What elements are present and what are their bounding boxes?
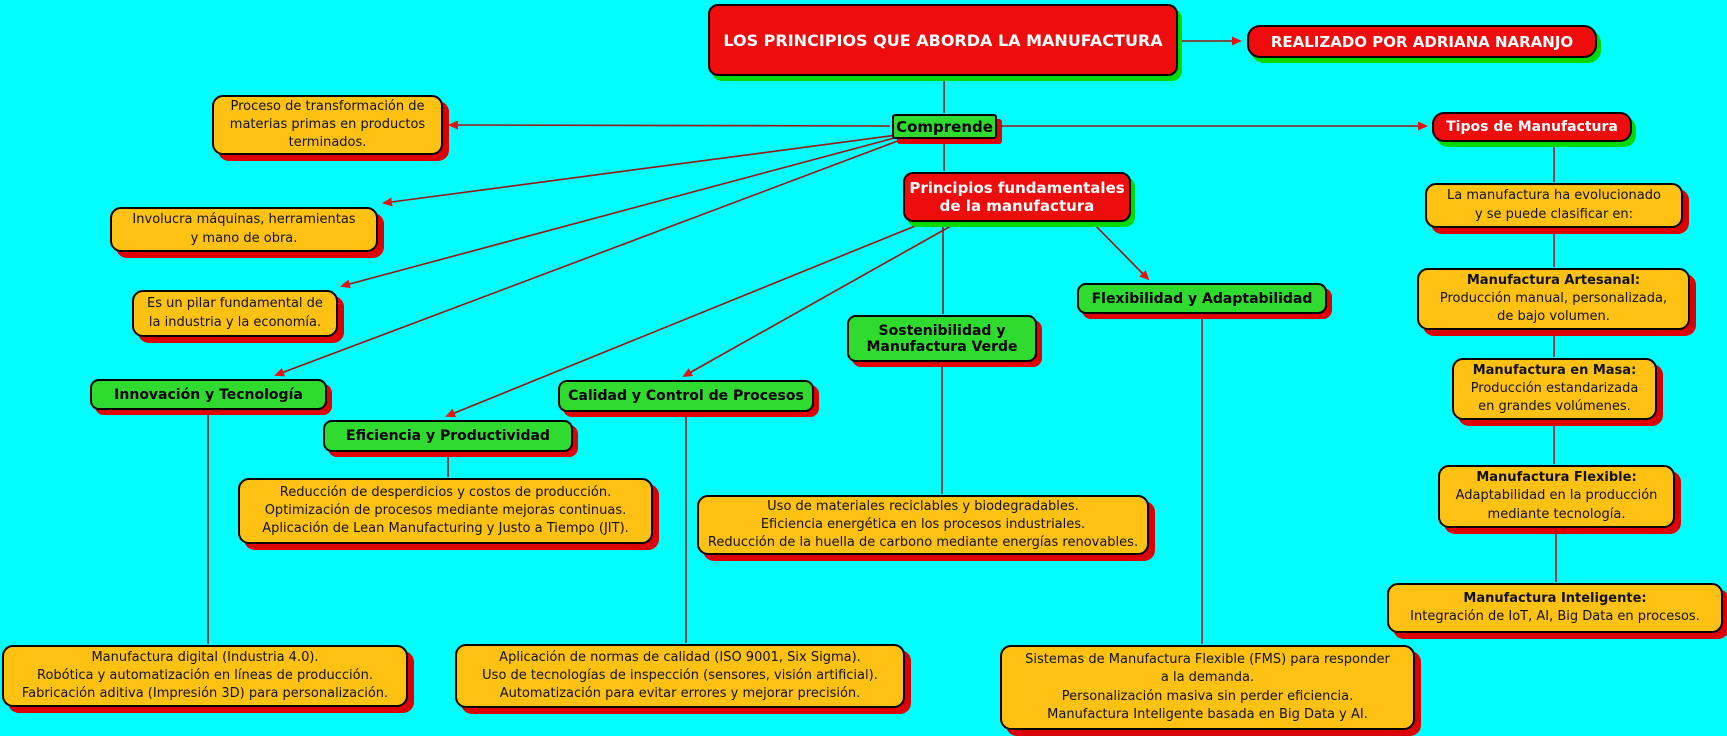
node-detalle-innovacion[interactable] [2, 645, 408, 707]
node-text-line: materias primas en productos [229, 116, 426, 132]
node-text-line: Eficiencia y Productividad [346, 428, 550, 444]
node-text-line: Uso de tecnologías de inspección (sensores, visión artificial). [482, 667, 878, 683]
node-text-line: Automatización para evitar errores y mejorar precisión. [499, 686, 861, 702]
node-text-line: Personalización masiva sin perder eficiencia. [1061, 688, 1354, 704]
node-text-line: Flexibilidad y Adaptabilidad [1091, 290, 1313, 307]
node-innovacion-tecnologia[interactable] [90, 379, 327, 410]
node-text-line: Manufactura en Masa: [1472, 362, 1637, 378]
node-detalle-eficiencia[interactable] [238, 478, 653, 544]
node-text-line: Aplicación de Lean Manufacturing y Justo a Tiempo (JIT). [262, 521, 629, 537]
node-text-line: Reducción de desperdicios y costos de producción. [279, 484, 612, 500]
node-text-line: Manufactura Inteligente: [1463, 590, 1647, 606]
node-text-line: Robótica y automatización en líneas de producción. [37, 667, 373, 683]
node-text-line: y se puede clasificar en: [1474, 206, 1634, 222]
node-realizado-por[interactable] [1247, 25, 1597, 58]
node-text-line: LOS PRINCIPIOS QUE ABORDA LA MANUFACTURA [723, 30, 1163, 50]
node-manufactura-masa[interactable] [1452, 358, 1657, 420]
node-text-line: Integración de IoT, AI, Big Data en procesos. [1410, 609, 1700, 624]
node-tipos-de-manufactura[interactable] [1432, 112, 1632, 142]
node-eficiencia-productividad[interactable] [323, 420, 573, 452]
node-text-line: Involucra máquinas, herramientas [132, 212, 356, 228]
node-text-line: de la manufactura [939, 197, 1095, 215]
node-text-line: Manufactura Artesanal: [1466, 272, 1641, 288]
node-detalle-calidad[interactable] [455, 644, 905, 708]
node-flexibilidad-adaptabilidad[interactable] [1077, 283, 1327, 314]
node-sostenibilidad-verde[interactable] [847, 315, 1037, 362]
node-text-line: de bajo volumen. [1497, 309, 1610, 325]
node-text-line: mediante tecnología. [1487, 506, 1626, 522]
node-detalle-flexibilidad[interactable] [1000, 645, 1415, 730]
node-text-line: Manufactura Flexible: [1476, 470, 1637, 486]
node-text-line: Producción estandarizada [1470, 380, 1639, 396]
edge-comprende-involucra [384, 135, 897, 203]
node-evolucion-clasificacion[interactable] [1425, 183, 1683, 228]
node-text-line: Uso de materiales reciclables y biodegradables. [767, 498, 1079, 514]
node-comprende[interactable] [892, 114, 997, 139]
node-text-line: Calidad y Control de Procesos [568, 388, 804, 404]
node-text-line: Comprende [896, 117, 993, 136]
node-text-line: Aplicación de normas de calidad (ISO 9001, Six Sigma). [499, 649, 861, 665]
node-text-line: Principios fundamentales [909, 179, 1125, 197]
edge-principios-flexibilidad [1090, 220, 1148, 279]
node-manufactura-artesanal[interactable] [1417, 268, 1690, 330]
node-text-line: Es un pilar fundamental de [147, 296, 323, 312]
node-text-line: Tipos de Manufactura [1446, 119, 1618, 135]
node-text-line: Adaptabilidad en la producción [1455, 488, 1658, 504]
node-principios-fundamentales[interactable] [903, 172, 1131, 222]
node-text-line: la industria y la economía. [148, 314, 322, 330]
node-text-line: Optimización de procesos mediante mejoras continuas. [264, 502, 627, 518]
node-text-line: a la demanda. [1160, 670, 1255, 686]
node-text-line: Manufactura Verde [866, 338, 1018, 355]
node-text-line: Sostenibilidad y [878, 322, 1006, 339]
node-text-line: La manufactura ha evolucionado [1447, 188, 1661, 204]
node-manufactura-inteligente[interactable] [1387, 583, 1723, 633]
node-text-line: terminados. [288, 135, 367, 151]
node-text-line: Manufactura Inteligente basada en Big Data y AI. [1047, 706, 1368, 722]
node-pilar-fundamental[interactable] [132, 290, 338, 337]
node-text-line: Innovación y Tecnología [114, 386, 303, 403]
node-calidad-control[interactable] [558, 380, 814, 412]
node-text-line: Proceso de transformación de [230, 98, 425, 114]
node-text-line: Reducción de la huella de carbono mediante energías renovables. [707, 535, 1139, 551]
node-text-line: Eficiencia energética en los procesos industriales. [760, 516, 1086, 532]
node-text-line: Manufactura digital (Industria 4.0). [91, 649, 319, 665]
node-proceso-transformacion[interactable] [212, 95, 443, 155]
node-manufactura-flexible[interactable] [1438, 465, 1675, 528]
node-detalle-sostenibilidad[interactable] [697, 495, 1149, 555]
node-text-line: Producción manual, personalizada, [1439, 290, 1668, 306]
node-text-line: Sistemas de Manufactura Flexible (FMS) para responder [1025, 652, 1390, 668]
edge-comprende-pilar [342, 137, 898, 286]
node-text-line: REALIZADO POR ADRIANA NARANJO [1270, 32, 1574, 51]
node-title[interactable] [708, 4, 1178, 76]
node-involucra-maquinas[interactable] [110, 207, 378, 252]
node-text-line: en grandes volúmenes. [1478, 399, 1631, 415]
edge-comprende-proceso [450, 125, 890, 126]
node-text-line: Fabricación aditiva (Impresión 3D) para personalización. [21, 686, 389, 702]
edge-comprende-innovacion [276, 139, 903, 375]
node-text-line: y mano de obra. [190, 230, 298, 246]
